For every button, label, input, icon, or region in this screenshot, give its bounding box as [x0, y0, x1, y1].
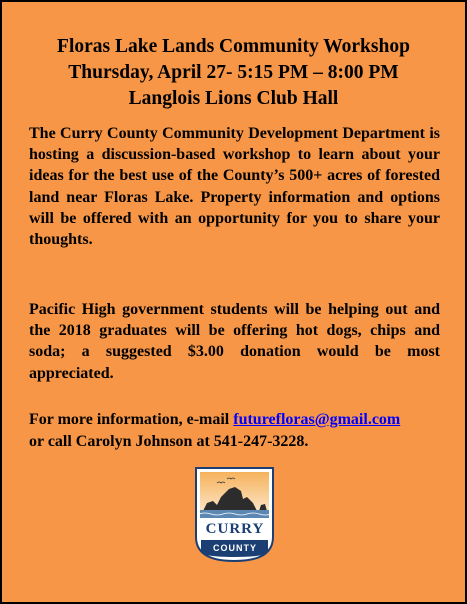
workshop-location: Langlois Lions Club Hall — [128, 88, 339, 109]
header — [2, 34, 465, 112]
description-paragraph: The Curry County Community Development Department is hosting a discussion-based workshop to learn about your ideas for the best use of the County’s 500+ acres of forested land near Floras Lake. Property information and options will be offered with an opportunity for you to share your thoughts. — [29, 125, 440, 249]
logo-text-county: COUNTY — [213, 543, 257, 553]
contact-info — [29, 409, 449, 452]
workshop-title: Floras Lake Lands Community Workshop — [57, 36, 410, 57]
students-paragraph: Pacific High government students will be helping out and the 2018 graduates will be offering hot dogs, chips and soda; a suggested $3.00 donation would be most appreciated. — [29, 301, 440, 382]
contact-prefix: For more information, e-mail — [29, 411, 234, 428]
contact-line-2: or call Carolyn Johnson at 541-247-3228. — [29, 432, 309, 450]
logo-text-curry: CURRY — [205, 521, 265, 537]
email-link[interactable]: futurefloras@gmail.com — [233, 411, 401, 428]
workshop-date-time: Thursday, April 27- 5:15 PM – 8:00 PM — [68, 62, 399, 83]
curry-county-logo — [195, 467, 274, 562]
contact-line-1 — [29, 409, 449, 431]
